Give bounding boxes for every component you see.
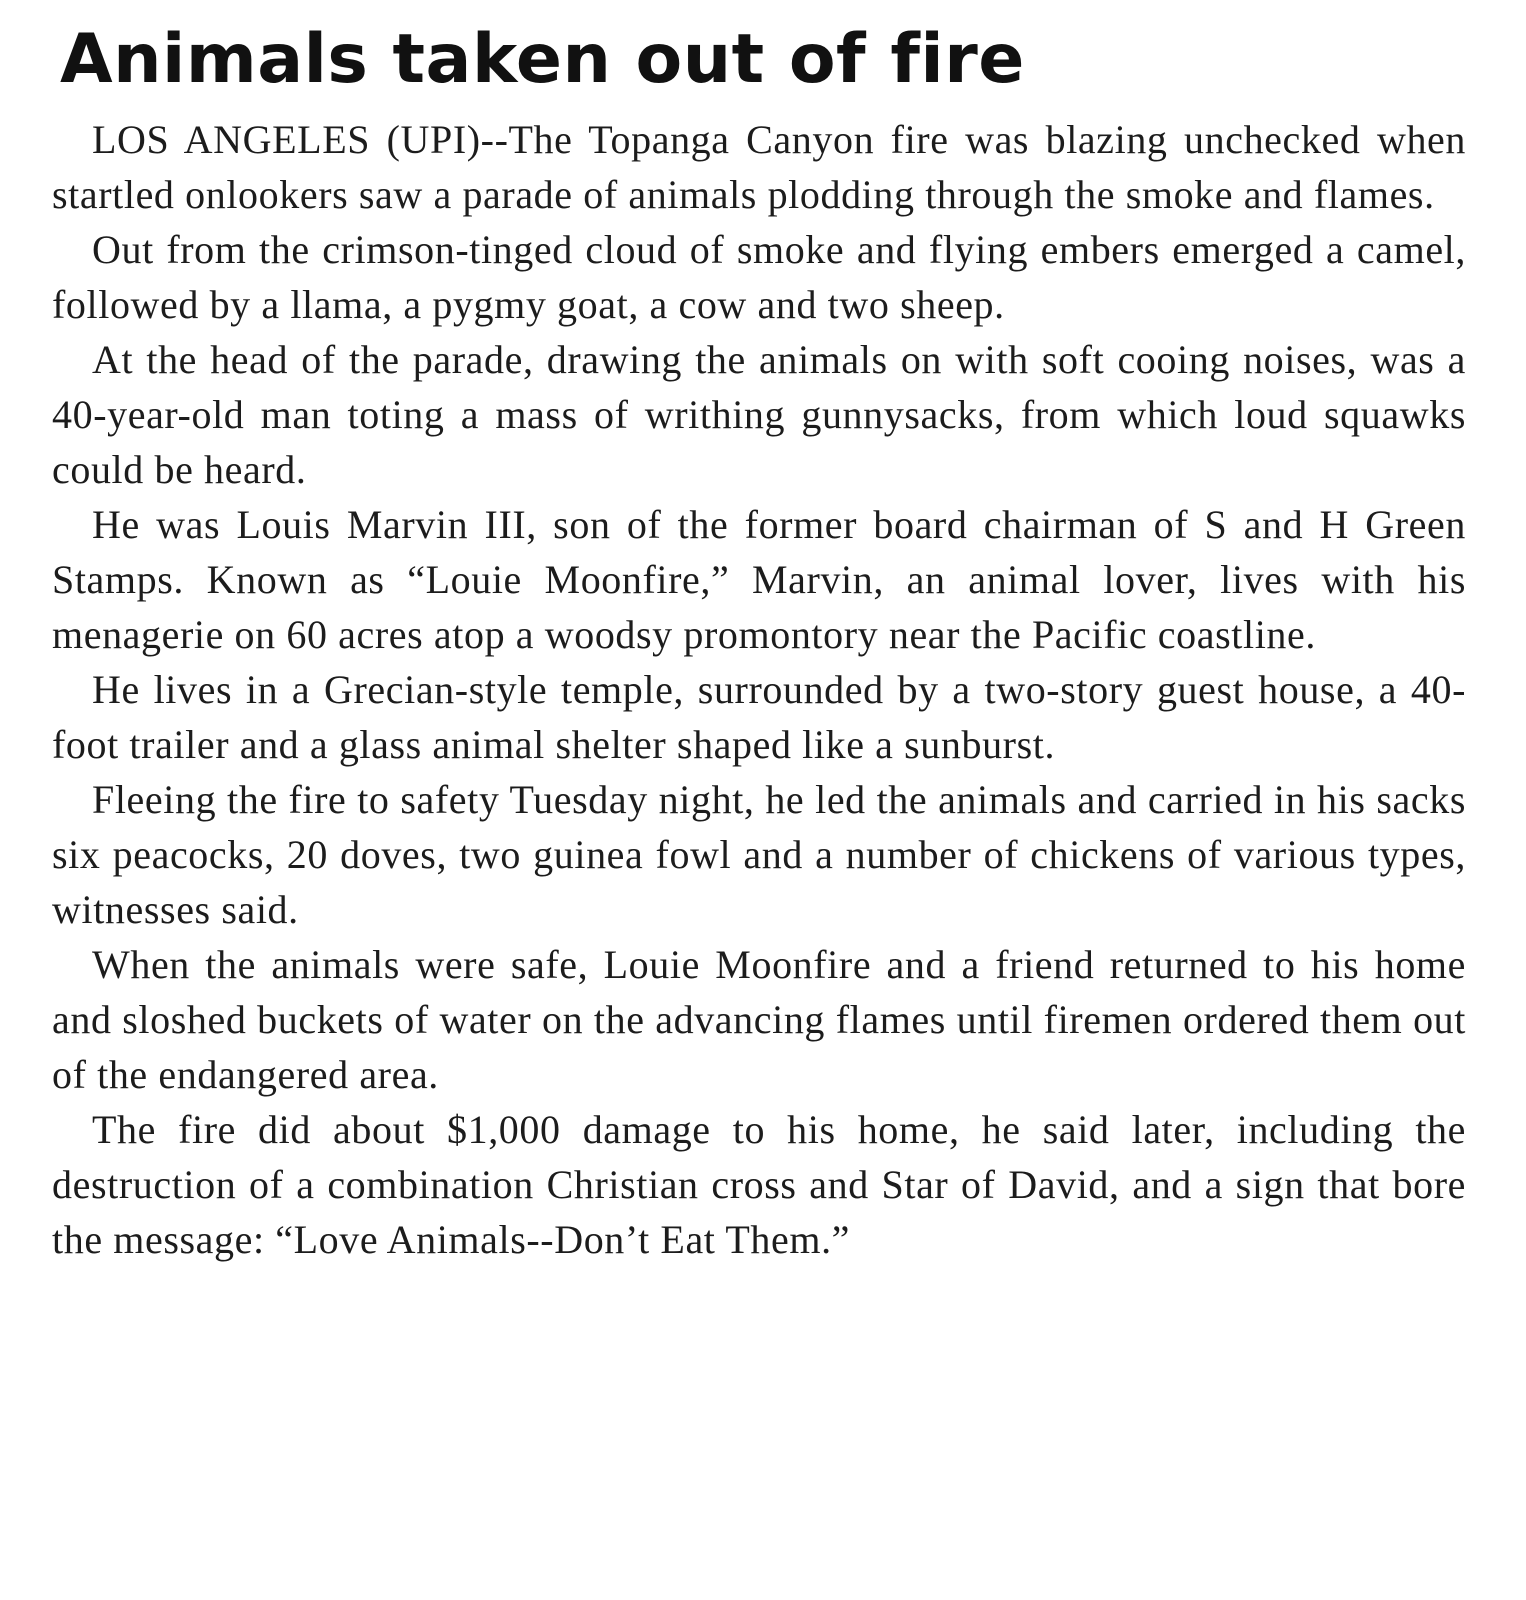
paragraph-buckets-of-water: When the animals were safe, Louie Moonfire and a friend returned to his home and sloshed buckets of water on the advancing flames until firemen ordered them out of the endangered area. — [52, 942, 1466, 1097]
paragraph-louis-marvin: He was Louis Marvin III, son of the former board chairman of S and H Green Stamps. Known as “Louie Moonfire,” Marvin, an animal lover, lives with his menagerie on 60 acres atop a woodsy promontory near the Pacific coastline. — [52, 502, 1466, 657]
article-body — [52, 112, 1466, 1267]
paragraph-fleeing-fire: Fleeing the fire to safety Tuesday night, he led the animals and carried in his sacks six peacocks, 20 doves, two guinea fowl and a number of chickens of various types, witnesses said. — [52, 777, 1466, 932]
paragraph-animals-emerge: Out from the crimson-tinged cloud of smoke and flying embers emerged a camel, followed by a llama, a pygmy goat, a cow and two sheep. — [52, 227, 1466, 327]
paragraph-damage: The fire did about $1,000 damage to his home, he said later, including the destruction of a combination Christian cross and Star of David, and a sign that bore the message: “Love Animals--Don’t Eat Them.” — [52, 1107, 1466, 1262]
paragraph-grecian-temple: He lives in a Grecian-style temple, surrounded by a two-story guest house, a 40-foot trailer and a glass animal shelter shaped like a sunburst. — [52, 667, 1466, 767]
headline: Animals taken out of fire — [60, 20, 1025, 99]
paragraph-head-of-parade: At the head of the parade, drawing the animals on with soft cooing noises, was a 40-year-old man toting a mass of writhing gunnysacks, from which loud squawks could be heard. — [52, 337, 1466, 492]
paragraph-dateline: LOS ANGELES (UPI)--The Topanga Canyon fire was blazing unchecked when startled onlookers saw a parade of animals plodding through the smoke and flames. — [52, 117, 1466, 217]
